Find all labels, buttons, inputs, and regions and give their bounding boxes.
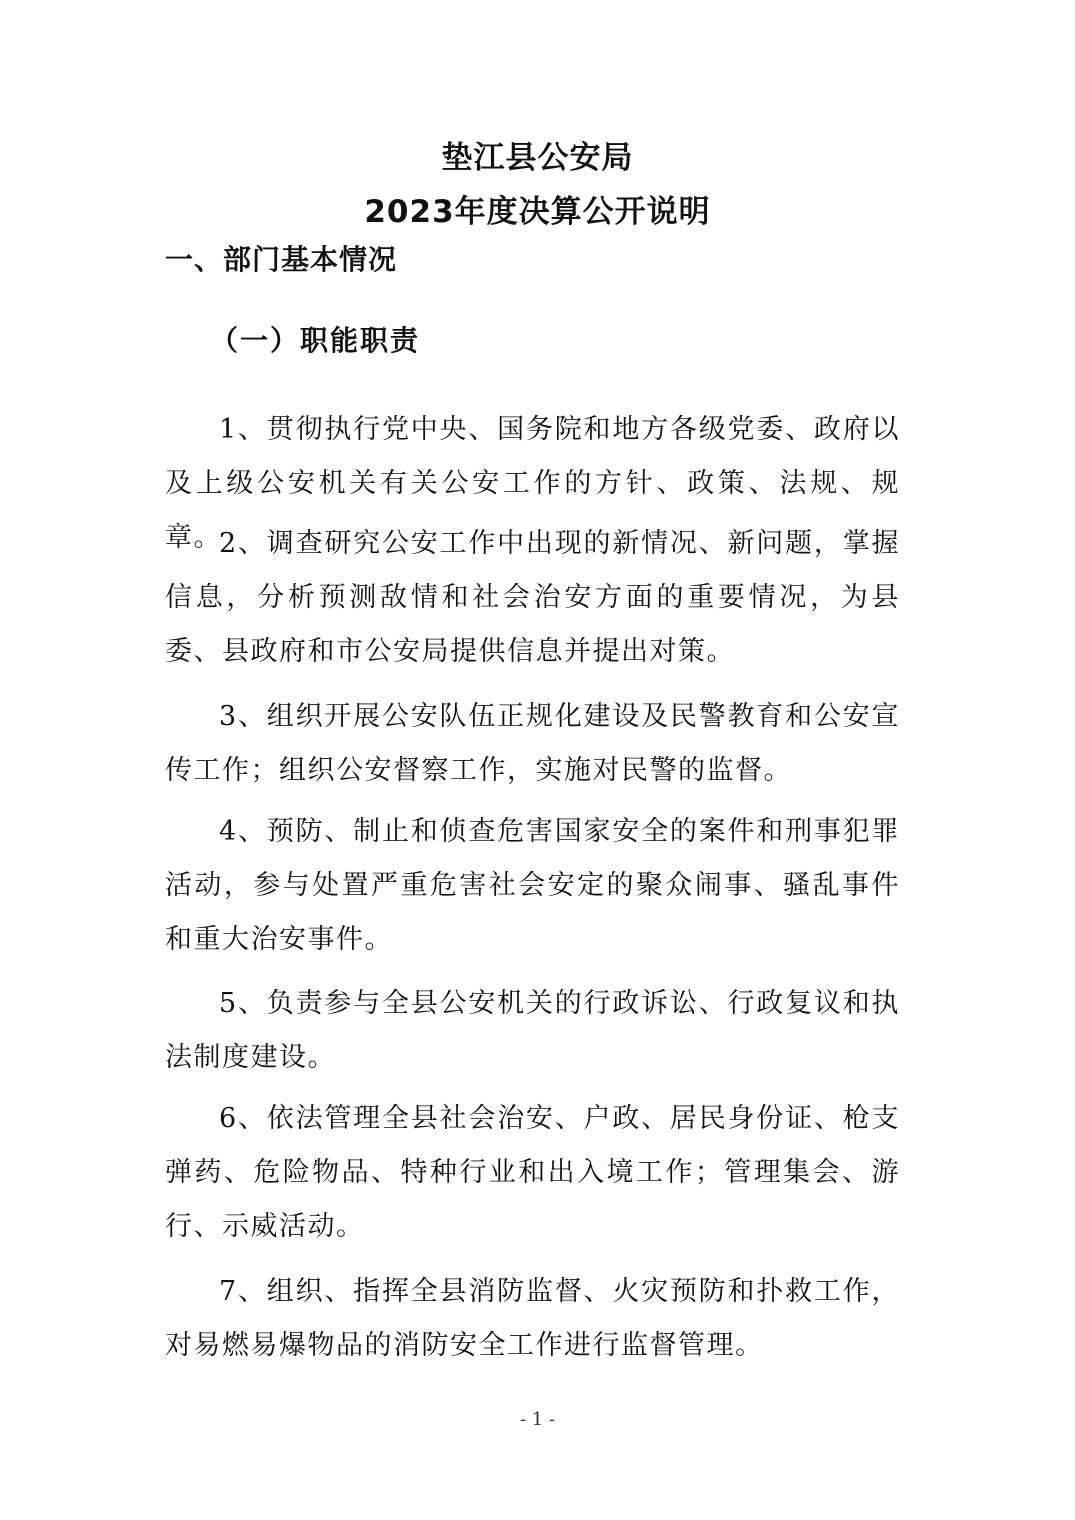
duty-paragraph-4: 4、预防、制止和侦查危害国家安全的案件和刑事犯罪活动，参与处置严重危害社会安定的聚众闹事、骚乱事件和重大治安事件。 [165,816,900,955]
document-title-line1: 垫江县公安局 [441,140,634,176]
duty-paragraph-6: 6、依法管理全县社会治安、户政、居民身份证、枪支弹药、危险物品、特种行业和出入境工作；管理集会、游行、示威活动。 [165,1103,900,1242]
duty-paragraph-2: 2、调查研究公安工作中出现的新情况、新问题，掌握信息，分析预测敌情和社会治安方面的重要情况，为县委、县政府和市公安局提供信息并提出对策。 [165,528,900,667]
subsection-heading-duties: （一）职能职责 [210,324,421,357]
duty-paragraph-3: 3、组织开展公安队伍正规化建设及民警教育和公安宣传工作；组织公安督察工作，实施对民警的监督。 [165,701,900,786]
document-title-line2: 2023年度决算公开说明 [364,194,711,230]
duty-paragraph-5: 5、负责参与全县公安机关的行政诉讼、行政复议和执法制度建设。 [165,988,900,1073]
duty-paragraph-1: 1、贯彻执行党中央、国务院和地方各级党委、政府以及上级公安机关有关公安工作的方针、政策、法规、规章。 [165,414,900,553]
duty-paragraph-7: 7、组织、指挥全县消防监督、火灾预防和扑救工作，对易燃易爆物品的消防安全工作进行监督管理。 [165,1276,900,1361]
section-heading-basic-info: 一、部门基本情况 [165,243,398,276]
page-number: - 1 - [519,1409,556,1430]
